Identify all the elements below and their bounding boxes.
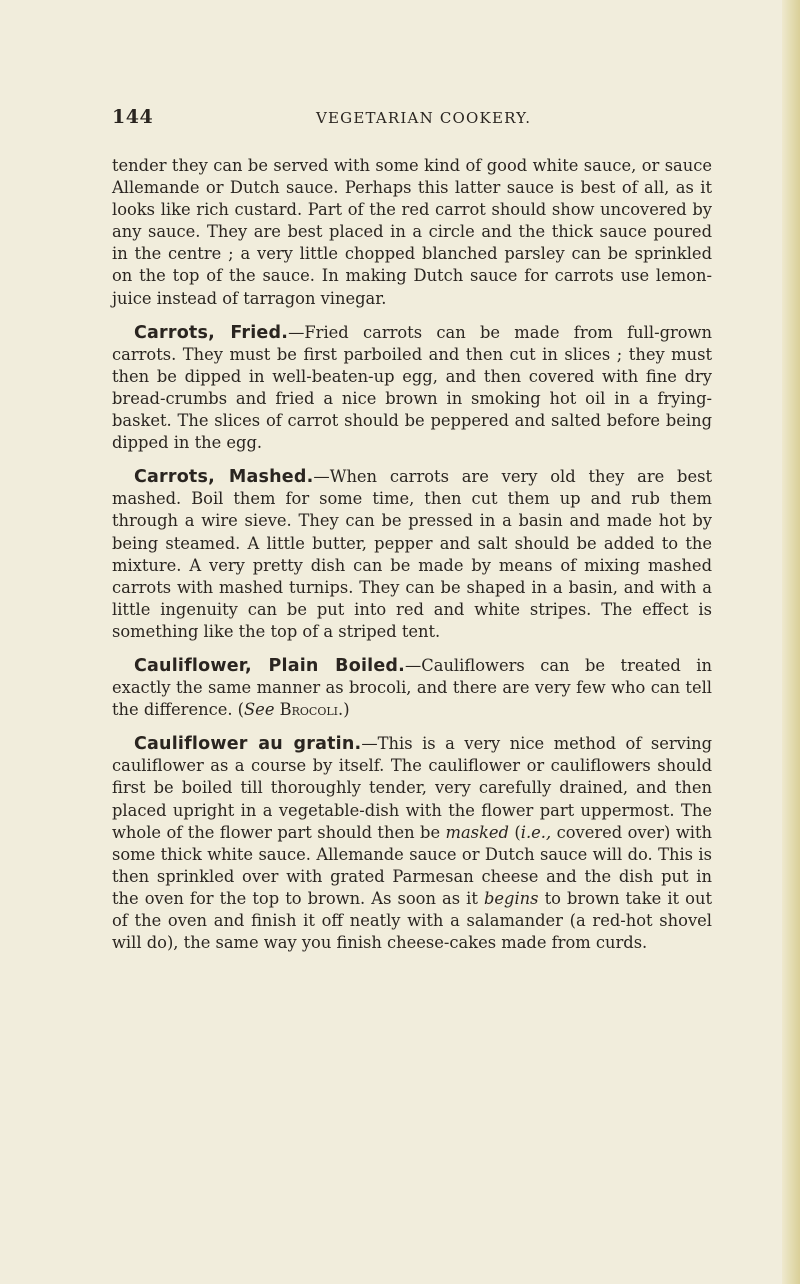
entry-text: —When carrots are very old they are best mashed. Boil them for some time, then cut them up and rub them through a wire sieve. They can be pressed in a basin and made hot by being steamed. A little butter, pepper and salt should be added to the mixture. A very pretty dish can be made by means of mixing mashed carrots with mashed turnips. They can be shaped in a basin, and with a little ingenuity can be put into red and white stripes. The effect is something like the top of a striped tent. bbox=[112, 467, 712, 641]
page-edge-shadow bbox=[782, 0, 800, 1284]
running-head: VEGETARIAN COOKERY. bbox=[316, 109, 532, 127]
entry-carrots-mashed bbox=[112, 466, 712, 643]
continuation-paragraph: tender they can be served with some kind of good white sauce, or sauce Allemande or Dutch sauce. Perhaps this latter sauce is best of all, as it looks like rich custard. Part of the red carrot should show uncovered by any sauce. They are best placed in a circle and the thick sauce poured in the centre ; a very little chopped blanched parsley can be sprinkled on the top of the sauce. In making Dutch sauce for carrots use lemon-juice instead of tarragon vinegar. bbox=[112, 156, 712, 308]
cross-reference: Brocoli. bbox=[279, 700, 344, 720]
closing-paren: ) bbox=[343, 700, 350, 720]
entry-text: —Fried carrots can be made from full-grown carrots. They must be first parboiled and then cut in slices ; they must then be dipped in well-beaten-up egg, and then covered with fine dry bread-crumbs and fried a nice brown in smoking hot oil in a frying-basket. The slices of carrot should be peppered and salted before being dipped in the egg. bbox=[112, 322, 712, 453]
page-body bbox=[112, 155, 712, 966]
see-reference-word: See bbox=[244, 700, 275, 720]
entry-heading: Carrots, Fried. bbox=[134, 322, 289, 343]
emphasis-masked: masked bbox=[445, 822, 509, 842]
emphasis-ie: i.e., bbox=[520, 822, 552, 842]
entry-carrots-fried bbox=[112, 322, 712, 455]
page-header bbox=[112, 106, 712, 136]
entry-text: ( bbox=[508, 822, 521, 842]
page-number: 144 bbox=[112, 106, 154, 128]
entry-text: covered over) with some thick white sauce. Allemande sauce or Dutch sauce will do. This is then sprinkled over with grated Parmesan cheese and the dish put in the oven for the top to brown. As soon as it bbox=[112, 822, 712, 908]
entry-heading: Carrots, Mashed. bbox=[134, 467, 314, 488]
entry-text: —This is a very nice method of serving cauliflower as a course by itself. The cauliflower or cauliflowers should first be boiled till thoroughly tender, very carefully drained, and then placed upright in a vegetable-dish with the flower part uppermost. The whole of the flower part should then be bbox=[112, 734, 712, 842]
entry-cauliflower-plain-boiled bbox=[112, 655, 712, 721]
entry-text: —Cauliflowers can be treated in exactly the same manner as brocoli, and there are very few who can tell the difference. ( bbox=[112, 655, 712, 720]
entry-heading: Cauliflower, Plain Boiled. bbox=[134, 655, 405, 676]
entry-text: to brown take it out of the oven and finish it off neatly with a salamander (a red-hot shovel will do), the same way you finish cheese-cakes made from curds. bbox=[112, 888, 712, 953]
entry-heading: Cauliflower au gratin. bbox=[134, 734, 362, 755]
emphasis-begins: begins bbox=[483, 888, 539, 908]
entry-cauliflower-au-gratin bbox=[112, 733, 712, 954]
